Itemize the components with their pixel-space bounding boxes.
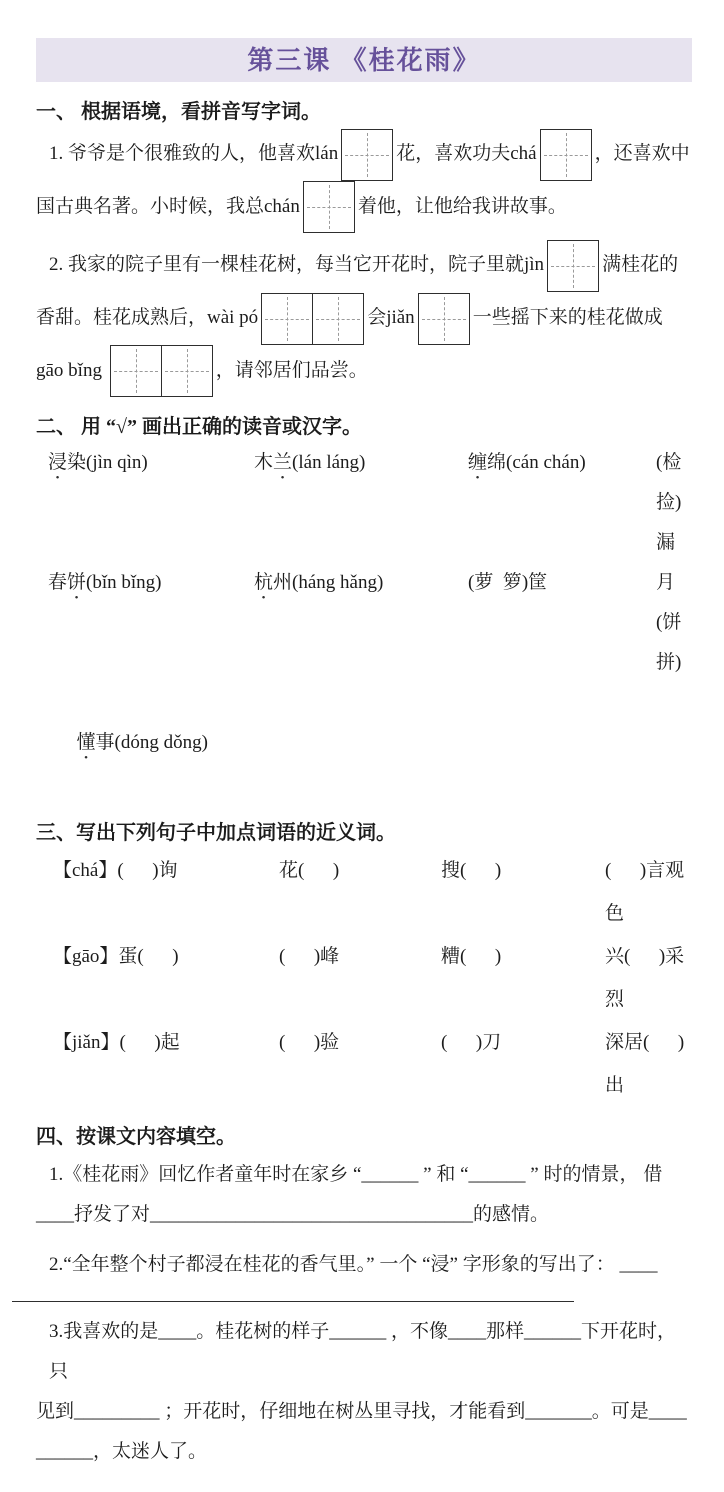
synonym-item: 【chá】( )询 xyxy=(53,860,178,882)
section-1-heading: 一、 根据语境，看拼音写字词。 xyxy=(36,101,321,123)
choice-rest: 月(饼 拼) xyxy=(656,572,691,674)
synonym-item: 兴( )采烈 xyxy=(605,946,685,1011)
answer-box-double xyxy=(110,345,213,397)
choice-row xyxy=(36,683,692,803)
fill-question-2-line-1: 2.“全年整个村子都浸在桂花的香气里。” 一个 “浸” 字形象的写出了： ____ xyxy=(49,1254,658,1276)
answer-box xyxy=(418,293,470,345)
section-3 xyxy=(36,816,692,1107)
fill-question-1-line-1: 1.《桂花雨》回忆作者童年时在家乡 “______ ” 和 “______ ” 时的情景， 借 xyxy=(49,1164,663,1186)
question-1-line-1 xyxy=(36,128,692,181)
question-1-text: 国古典名著。小时候，我总chán xyxy=(36,195,300,217)
answer-box xyxy=(547,240,599,292)
synonym-item: 【gāo】蛋( ) xyxy=(53,946,179,968)
synonym-row xyxy=(36,935,692,1021)
choice-rest: 州(háng hǎng) xyxy=(273,572,384,594)
answer-box-cell xyxy=(312,294,363,344)
choice-rest: (萝 箩)筐 xyxy=(468,572,548,594)
question-2-text: 满桂花的 xyxy=(602,254,679,276)
synonym-item: ( )刀 xyxy=(441,1032,502,1054)
choice-item xyxy=(656,563,692,683)
question-2-text: 2. 我家的院子里有一棵桂花树，每当它开花时，院子里就jìn xyxy=(49,254,545,276)
choice-row xyxy=(36,563,692,683)
synonym-item: 深居( )出 xyxy=(605,1032,685,1097)
answer-box xyxy=(303,181,355,233)
choice-item xyxy=(656,443,692,563)
choice-rest: (lán láng) xyxy=(292,452,366,474)
question-2-text: gāo bǐng xyxy=(36,359,102,381)
choice-item xyxy=(77,732,208,753)
synonym-item: 花( ) xyxy=(279,860,340,882)
section-4 xyxy=(36,1120,692,1472)
answer-box-cell xyxy=(161,346,212,396)
synonym-item: ( )验 xyxy=(279,1032,340,1054)
title-banner xyxy=(36,38,692,82)
question-1-text: 花，喜欢功夫chá xyxy=(396,143,537,164)
dotted-character: 兰 xyxy=(273,452,293,474)
dotted-character: 浸 xyxy=(48,452,68,474)
choice-pre: 春 xyxy=(48,572,68,594)
question-2-text: ，请邻居们品尝。 xyxy=(215,359,368,381)
choice-item xyxy=(48,443,254,563)
question-2-line-3 xyxy=(36,345,692,398)
answer-box-cell xyxy=(262,294,312,344)
dotted-character: 懂 xyxy=(76,732,96,754)
fill-question-3-line-2: 见到_________ ；开花时，仔细地在树丛里寻找，才能看到_______。可是____ xyxy=(36,1401,687,1423)
section-1 xyxy=(36,95,692,397)
choice-item xyxy=(48,563,254,683)
answer-box xyxy=(341,129,393,181)
question-1-text: 1. 爷爷是个很雅致的人，他喜欢lán xyxy=(49,143,339,164)
choice-rest: 事(dóng dǒng) xyxy=(95,732,208,754)
choice-rest: (bǐn bǐng) xyxy=(86,572,162,594)
answer-line xyxy=(12,1285,574,1302)
question-2-text: 一些摇下来的桂花做成 xyxy=(472,306,663,328)
fill-question-1-line-2: ____抒发了对__________________________________的感情。 xyxy=(36,1204,550,1226)
synonym-item: 【jiǎn】( )起 xyxy=(53,1032,180,1054)
section-2-heading: 二、 用 “√” 画出正确的读音或汉字。 xyxy=(36,416,362,439)
synonym-item: ( )峰 xyxy=(279,946,340,968)
answer-box xyxy=(540,129,592,181)
choice-row xyxy=(36,443,692,563)
choice-item xyxy=(468,563,656,683)
synonym-item: 糟( ) xyxy=(441,946,502,968)
fill-question-3-line-3: ______，太迷人了。 xyxy=(36,1441,208,1463)
choice-item xyxy=(468,443,656,563)
fill-question-3-line-1: 3.我喜欢的是____。桂花树的样子______ ，不像____那样______下开花时，只 xyxy=(49,1321,677,1383)
synonym-item: 搜( ) xyxy=(441,860,502,882)
dotted-character: 缠 xyxy=(468,452,488,474)
question-2-line-2 xyxy=(36,292,692,345)
dotted-character: 杭 xyxy=(254,572,274,594)
choice-pre: 木 xyxy=(254,452,274,474)
choice-rest: 绵(cán chán) xyxy=(487,452,586,474)
question-1-text: ，还喜欢中 xyxy=(594,143,690,164)
question-1-text: 着他，让他给我讲故事。 xyxy=(357,195,567,217)
synonym-row xyxy=(36,849,692,935)
question-2-text: 会jiǎn xyxy=(367,306,415,328)
question-2-line-1 xyxy=(36,239,692,292)
synonym-item: ( )言观色 xyxy=(605,860,685,925)
section-4-heading: 四、按课文内容填空。 xyxy=(36,1126,236,1149)
choice-item xyxy=(254,443,468,563)
question-1-line-2 xyxy=(36,181,692,234)
question-2-text: 香甜。桂花成熟后，wài pó xyxy=(36,306,259,328)
page-title: 第三课 《桂花雨》 xyxy=(247,45,481,75)
synonym-row xyxy=(36,1021,692,1107)
answer-box-double xyxy=(261,293,364,345)
answer-box-cell xyxy=(111,346,161,396)
choice-rest: (检 捡)漏 xyxy=(656,452,691,554)
section-3-heading: 三、写出下列句子中加点词语的近义词。 xyxy=(36,822,396,845)
choice-item xyxy=(254,563,468,683)
section-2 xyxy=(36,410,692,803)
dotted-character: 饼 xyxy=(67,572,87,594)
choice-rest: 染(jìn qìn) xyxy=(67,452,148,474)
